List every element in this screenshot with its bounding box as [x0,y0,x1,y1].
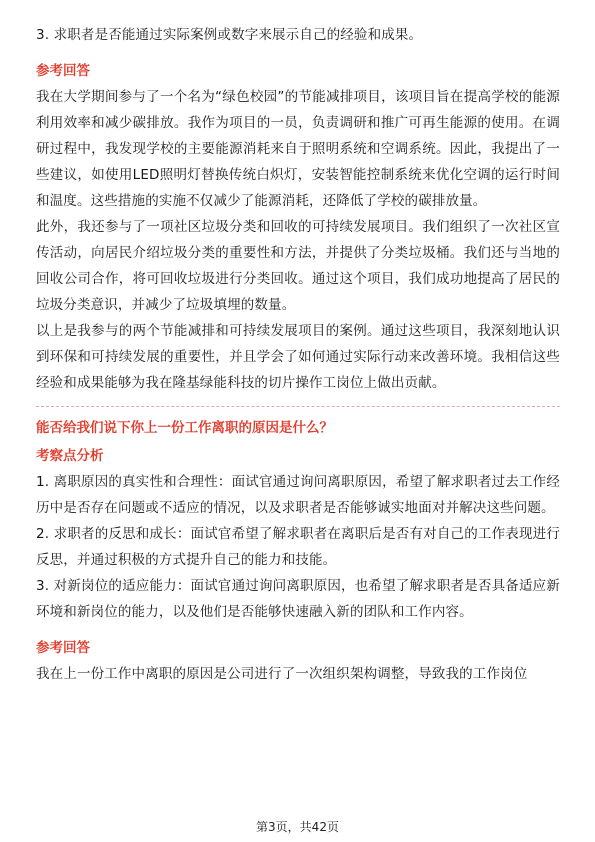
reference-answer-label: 参考回答 [36,63,90,79]
page-content [36,22,560,687]
answer-paragraph-3: 以上是我参与的两个节能减排和可持续发展项目的案例。通过这些项目，我深刻地认识到环保和可持续发展的重要性，并且学会了如何通过实际行动来改善环境。我相信这些经验和成果能够为我在隆基绿能科技的切片操作工岗位上做出贡献。 [36,323,560,391]
analysis-point-3: 3. 对新岗位的适应能力：面试官通过询问离职原因，也希望了解求职者是否具备适应新环境和新岗位的能力，以及他们是否能够快速融入新的团队和工作内容。 [36,578,560,620]
interview-question: 能否给我们说下你上一份工作离职的原因是什么？ [36,420,333,436]
reference-answer-label-2: 参考回答 [36,640,90,656]
answer-paragraph-2: 此外，我还参与了一项社区垃圾分类和回收的可持续发展项目。我们组织了一次社区宣传活动，向居民介绍垃圾分类的重要性和方法，并提供了分类垃圾桶。我们还与当地的回收公司合作，将可回收垃圾进行分类回收。通过这个项目，我们成功地提高了居民的垃圾分类意识，并减少了垃圾填埋的数量。 [36,219,560,313]
answer-paragraph-1: 我在大学期间参与了一个名为“绿色校园”的节能减排项目，该项目旨在提高学校的能源利用效率和减少碳排放。我作为项目的一员，负责调研和推广可再生能源的使用。在调研过程中，我发现学校的主要能源消耗来自于照明系统和空调系统。因此，我提出了一些建议，如使用LED照明灯替换传统白炽灯，安装智能控制系统来优化空调的运行时间和温度。这些措施的实施不仅减少了能源消耗，还降低了学校的碳排放量。 [36,89,560,209]
evaluation-point-3: 3. 求职者是否能通过实际案例或数字来展示自己的经验和成果。 [36,27,423,43]
analysis-point-2: 2. 求职者的反思和成长：面试官希望了解求职者在离职后是否有对自己的工作表现进行反思，并通过积极的方式提升自己的能力和技能。 [36,526,560,568]
analysis-label: 考察点分析 [36,448,104,464]
analysis-point-1: 1. 离职原因的真实性和合理性：面试官通过询问离职原因，希望了解求职者过去工作经历中是否存在问题或不适应的情况，以及求职者是否能够诚实地面对并解决这些问题。 [36,474,560,516]
page-footer: 第3页，共42页 [256,820,339,834]
answer-start-paragraph: 我在上一份工作中离职的原因是公司进行了一次组织架构调整，导致我的工作岗位 [36,666,528,682]
section-divider [36,406,560,407]
